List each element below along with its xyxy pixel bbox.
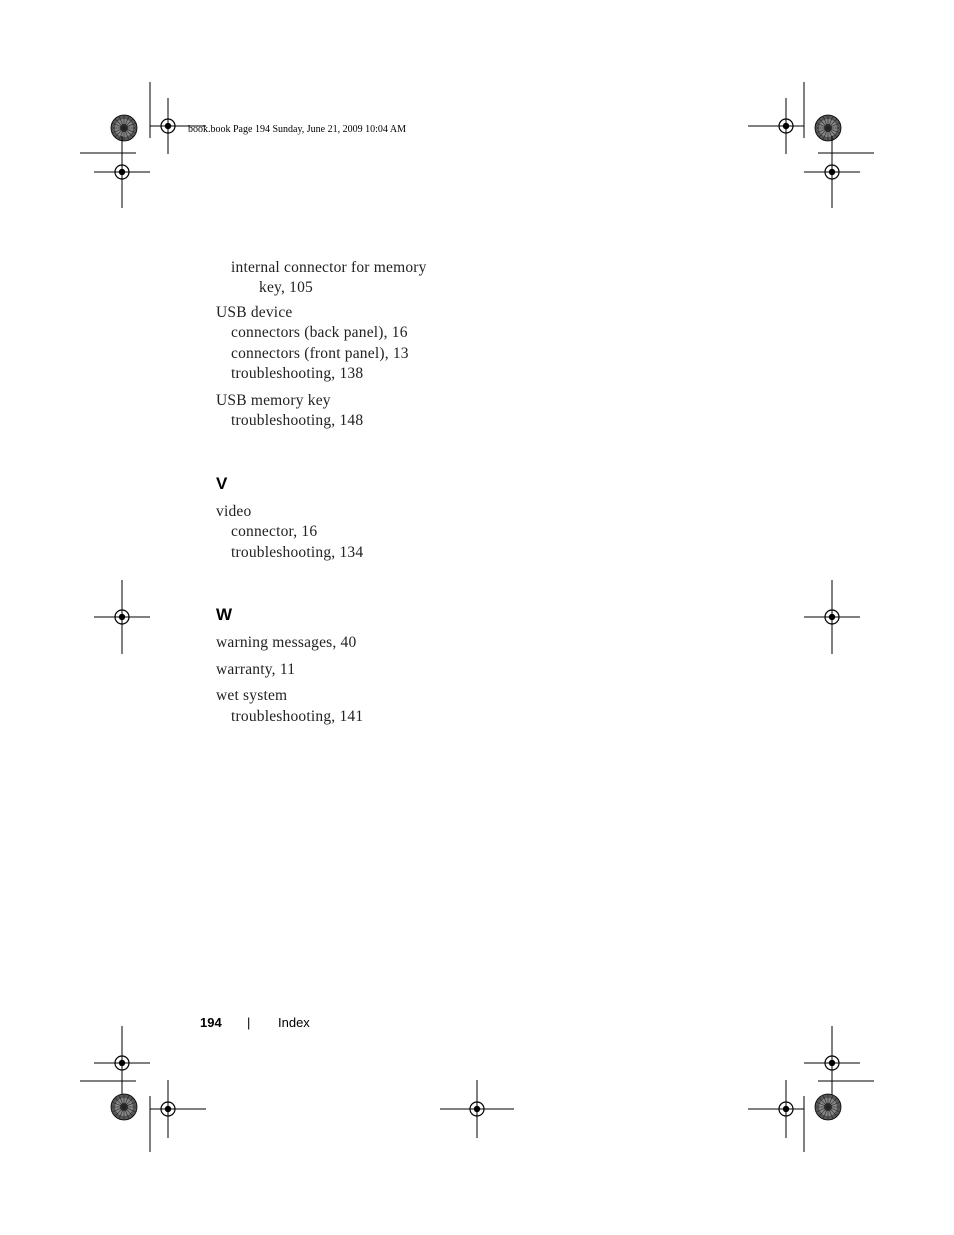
index-subentry: connectors (back panel), 16 [231, 324, 408, 341]
index-main-entry: warning messages, 40 [216, 634, 357, 651]
rosette-mark-top-right [815, 115, 841, 141]
print-slug-header: book.book Page 194 Sunday, June 21, 2009 10:04 AM [188, 124, 406, 135]
rosette-mark-bottom-left [111, 1094, 137, 1120]
page-number: 194 [200, 1015, 222, 1030]
index-entry-usb-memory-key [216, 391, 456, 432]
rosette-mark-bottom-right [815, 1094, 841, 1120]
index-subentry: troubleshooting, 134 [231, 543, 364, 561]
index-subentry: connectors (front panel), 13 [231, 344, 409, 362]
index-section-letter-w: W [216, 605, 233, 624]
index-main-entry: USB memory key [216, 391, 331, 409]
footer-separator: | [247, 1015, 251, 1030]
index-section-letter-v: V [216, 473, 228, 493]
index-subentry: internal connector for memory [231, 259, 427, 276]
index-entry-warning-messages [216, 633, 456, 654]
index-entry-warranty [216, 660, 456, 681]
index-main-entry: video [216, 502, 252, 520]
index-subentry: troubleshooting, 141 [231, 707, 364, 725]
index-subentry-wrap: key, 105 [259, 278, 313, 296]
footer-section-name: Index [278, 1015, 310, 1030]
index-entry-usb-device [216, 303, 456, 385]
index-entries [216, 258, 456, 733]
rosette-mark-top-left [111, 115, 137, 141]
index-entry-wet-system [216, 686, 456, 727]
index-main-entry: wet system [216, 687, 288, 704]
index-subentry: troubleshooting, 138 [231, 365, 364, 382]
index-main-entry: USB device [216, 303, 293, 321]
index-subentry: troubleshooting, 148 [231, 412, 364, 429]
index-entry-continued [216, 258, 456, 297]
index-entry-video [216, 502, 456, 564]
index-subentry: connector, 16 [231, 523, 318, 540]
index-main-entry: warranty, 11 [216, 660, 296, 678]
